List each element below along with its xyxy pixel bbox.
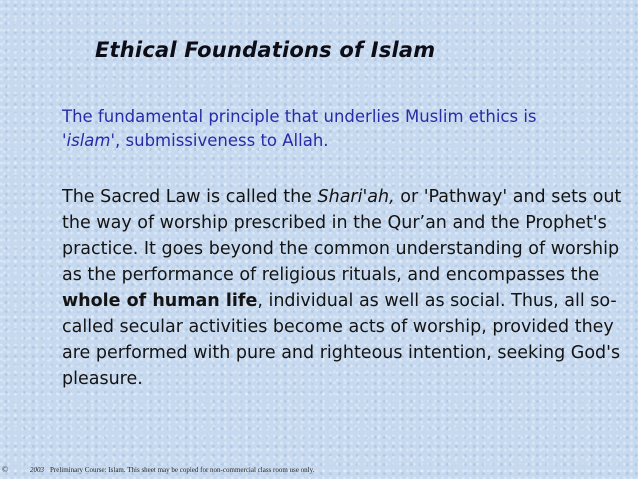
intro-paragraph bbox=[62, 105, 582, 153]
body-text-2: or 'Pathway' and sets out the way of worship prescribed in the Qur’an and the Prophet's practice. It goes beyond the common understanding of worship as the performance of religious rituals, and encompasses the bbox=[62, 187, 622, 285]
body-paragraph bbox=[62, 184, 632, 392]
body-text-3: , individual as well as social. Thus, all so-called secular activities become acts of worship, provided they are performed with pure and righteous intention, seeking God's pleasure. bbox=[62, 291, 621, 389]
intro-italic-term: islam bbox=[66, 131, 111, 150]
body-italic-term: Shari'ah, bbox=[317, 187, 395, 207]
footer bbox=[0, 461, 638, 479]
intro-text-2: ', submissiveness to Allah. bbox=[110, 131, 329, 150]
body-bold-phrase: whole of human life bbox=[62, 291, 258, 311]
slide-title: Ethical Foundations of Islam bbox=[95, 38, 436, 62]
footer-year: 2003 bbox=[30, 466, 44, 474]
intro-text-1: The fundamental principle that underlies Muslim ethics is ' bbox=[62, 107, 537, 150]
copyright-symbol: © bbox=[2, 465, 9, 474]
footer-text: Preliminary Course: Islam. This sheet may be copied for non-commercial class room use only. bbox=[50, 466, 315, 474]
body-text-1: The Sacred Law is called the bbox=[62, 187, 318, 207]
